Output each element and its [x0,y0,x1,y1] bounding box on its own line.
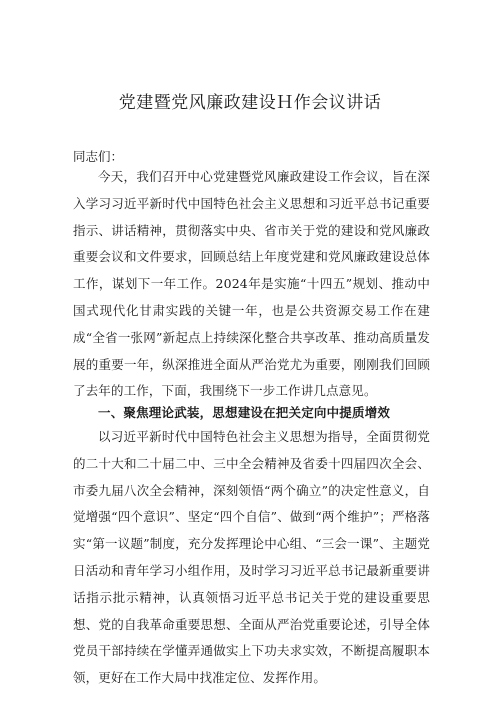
section-paragraph: 以习近平新时代中国特色社会主义思想为指导，全面贯彻党的二十大和二十届二中、三中全会精神及省委十四届四次全会、市委九届八次全会精神，深刻领悟“两个确立”的决定性意义，自觉增强“四个意识”、坚定“四个自信”、做到“两个维护”；严格落实“第一议题”制度，充分发挥理论中心组、“三会一课”、主题党日活动和青年学习小组作用，及时学习习近平总书记最新重要讲话指示批示精神，认真领悟习近平总书记关于党的建设重要思想、党的自我革命重要思想、全面从严治党重要论述，引导全体党员干部持续在学懂弄通做实上下功夫求实效，不断提高履职本领，更好在工作大局中找准定位、发挥作用。 [73,429,430,686]
document-title: 党建暨党风廉政建设Ｈ作会议讲话 [118,93,382,113]
section-heading: 一、聚焦理论武装，思想建设在把关定向中提质增效 [98,405,391,420]
salutation: 同志们： [73,149,124,164]
opening-paragraph: 今天，我们召开中心党建暨党风廉政建设工作会议，旨在深入学习习近平新时代中国特色社会主义思想和习近平总书记重要指示、讲话精神，贯彻落实中央、省市关于党的建设和党风廉政重要会议和文件要求，回顾总结上年度党建和党风廉政建设总体工作，谋划下一年工作。2024年是实施“十四五”规划、推动中国式现代化甘肃实践的关键一年，也是公共资源交易工作在建成“全省一张网”新起点上持续深化整合共享改革、推动高质量发展的重要一年，纵深推进全面从严治党尤为重要，刚刚我们回顾了去年的工作，下面，我围绕下一步工作讲几点意见。 [73,169,430,399]
